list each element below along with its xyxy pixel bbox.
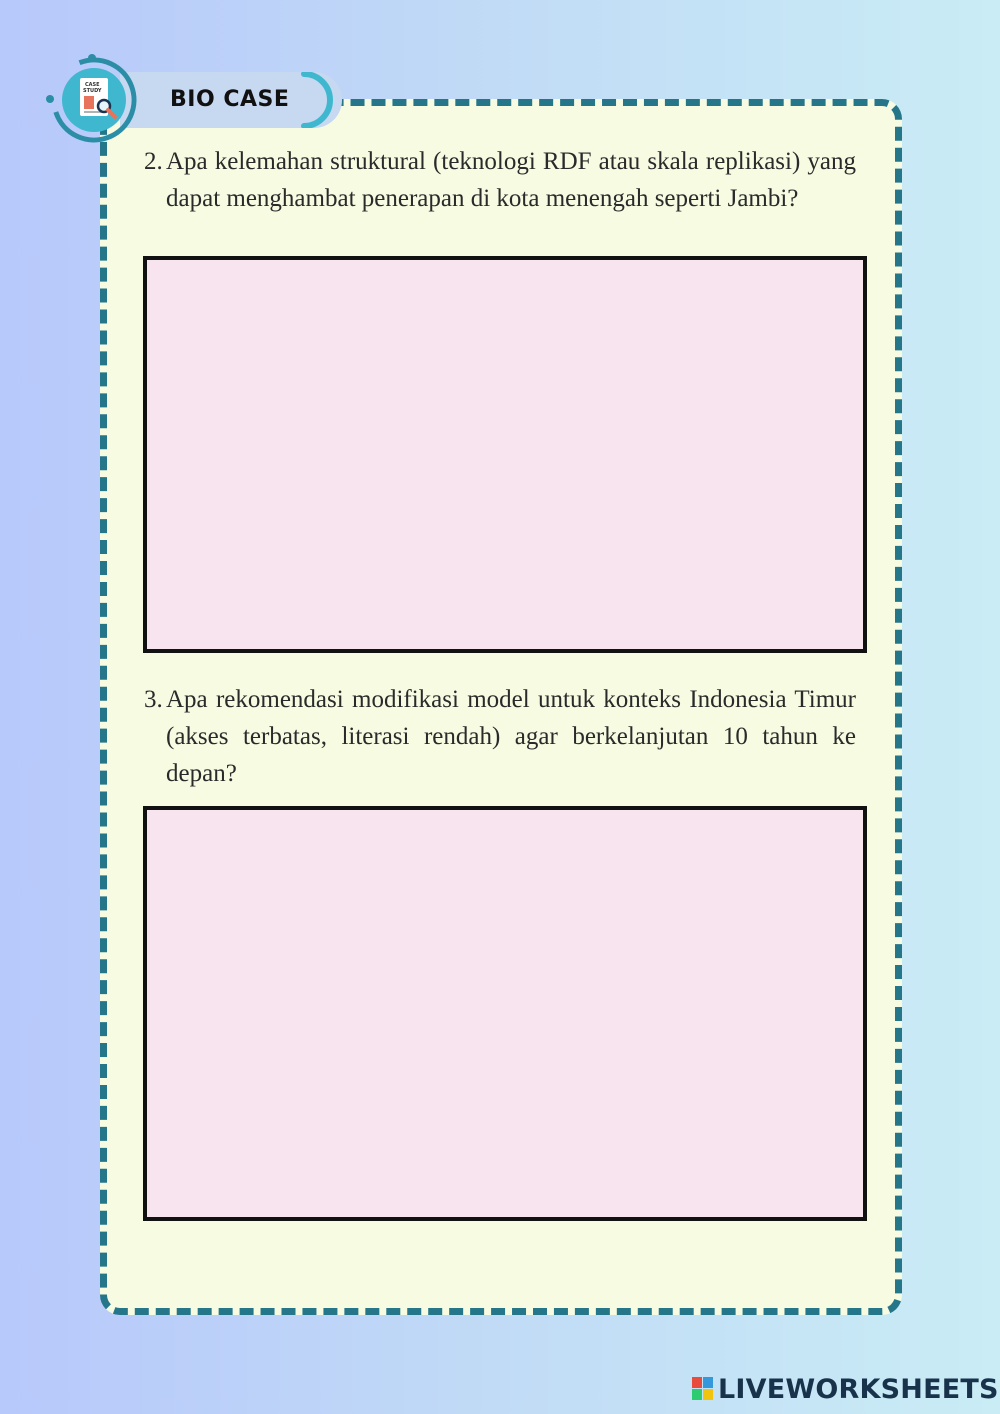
page-title: BIO CASE (170, 87, 290, 112)
liveworksheets-logo-icon (692, 1377, 714, 1401)
question-text: Apa rekomendasi modifikasi model untuk konteks Indonesia Timur (akses terbatas, literasi rendah) agar berkelanjutan 10 tahun ke depan? (166, 686, 856, 787)
question-number: 2. (144, 148, 163, 175)
question-2 (144, 143, 856, 217)
svg-text:CASE: CASE (85, 82, 100, 88)
answer-box-question-3[interactable] (143, 806, 867, 1221)
liveworksheets-logo (692, 1372, 999, 1406)
header-tab-arc (300, 72, 348, 128)
question-3 (144, 681, 856, 792)
answer-box-question-2[interactable] (143, 256, 867, 653)
svg-text:STUDY: STUDY (83, 88, 102, 94)
footer-brand: LIVEWORKSHEETS (718, 1373, 999, 1405)
question-number: 3. (144, 686, 163, 713)
case-study-icon (44, 52, 140, 148)
question-text: Apa kelemahan struktural (teknologi RDF atau skala replikasi) yang dapat menghambat penerapan di kota menengah seperti Jambi? (166, 148, 856, 212)
